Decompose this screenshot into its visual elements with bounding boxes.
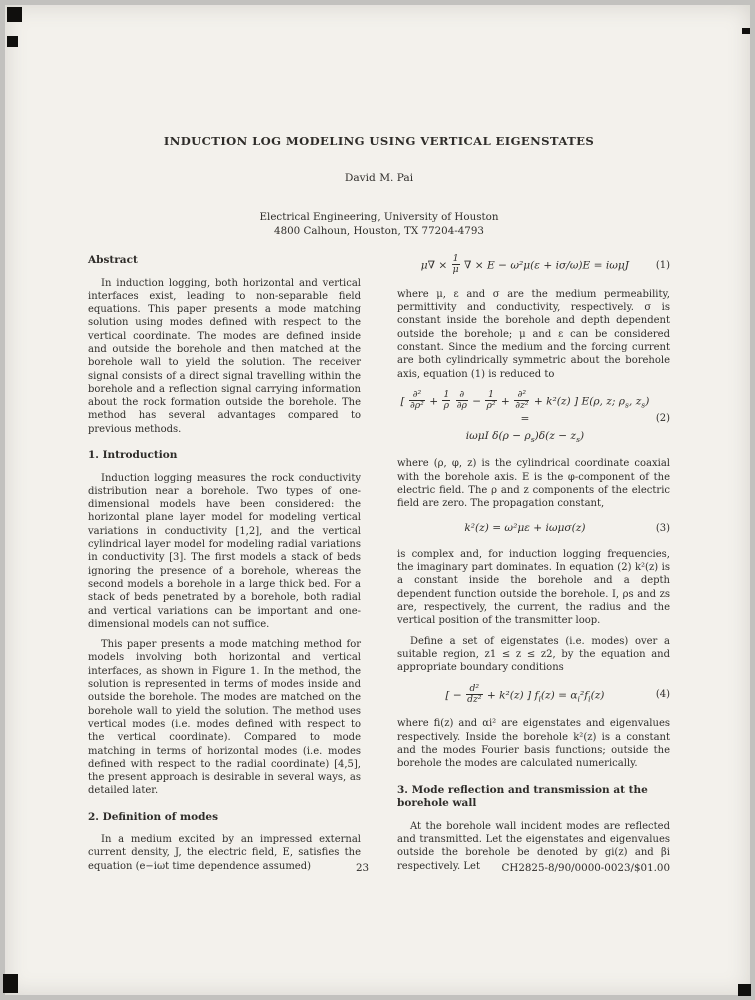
equation-1-number: (1) (655, 259, 670, 271)
scan-artifact-top-left-2 (7, 36, 18, 47)
left-column (88, 254, 361, 880)
equation-3 (397, 520, 670, 537)
equation-4-body: [ − $\frac{\text{d²}}{\text{dz²}}$ + k²(z) ] $f_i(z) = \alpha_i^2f_i(z)$ (445, 682, 605, 705)
affiliation (88, 210, 670, 238)
scan-artifact-top-right (742, 28, 750, 34)
introduction-heading: 1. Introduction (88, 449, 178, 462)
equation-1 (397, 254, 670, 277)
affiliation-line-2: 4800 Calhoun, Houston, TX 77204-4793 (274, 225, 484, 237)
paper-header (88, 134, 670, 238)
paragraph-define-eigenstates: Define a set of eigenstates (i.e. modes) over a suitable region, z1 ≤ z ≤ z2, by the equation and appropriate boundary conditions (397, 635, 670, 674)
right-column (397, 254, 670, 880)
paragraph-after-eq4: where fi(z) and αi² are eigenstates and eigenvalues respectively. Inside the borehole k²(z) is a constant and the modes Fourier basis functions; outside the borehole the modes are calculated numerically. (397, 718, 670, 770)
equation-4-number: (4) (655, 689, 670, 701)
equation-4 (397, 684, 670, 707)
affiliation-line-1: Electrical Engineering, University of Houston (259, 211, 499, 223)
equation-1-body: μ∇ × $\frac{1}{\mu}$ ∇ × E − ω²μ(ε + iσ/ω)E = iωμJ (420, 253, 630, 275)
scan-artifact-bottom-right (738, 984, 751, 996)
definition-of-modes-paragraph: In a medium excited by an impressed external current density, J, the electric field, E, satisfies the equation (e−iωt time dependence assumed) (88, 834, 361, 872)
equation-2-number: (2) (655, 412, 670, 424)
paper-title: INDUCTION LOG MODELING USING VERTICAL EIGENSTATES (163, 134, 595, 148)
equation-3-number: (3) (655, 522, 670, 534)
copyright-notice: CH2825-8/90/0000-0023/$01.00 (501, 862, 670, 874)
section3-paragraph: At the borehole wall incident modes are reflected and transmitted. Let the eigenstates and eigenvalues outside the borehole be denoted by gi(z) and βi respectively. Let (397, 820, 670, 872)
equation-3-body: k²(z) = ω²με + iωμσ(z) (464, 521, 586, 534)
equation-2-body: [ $\frac{\text{∂²}}{\text{∂ρ²}}$ + $\frac{1}{\rho}$ $\frac{\partial}{\partial\rho}$ − $\frac{1}{\text{ρ²}}$ + $\frac{\text{∂²}}{\text{∂z²}}$ + k²(z) ] E(ρ, z; $\rho_s$, $z_s$) = iωμI $\delta(\rho - \rho_s)\delta(z - z_s)$ (400, 388, 650, 445)
two-column-body (88, 254, 670, 880)
page-footer (88, 862, 670, 878)
abstract-paragraph: In induction logging, both horizontal and vertical interfaces exist, leading to non-separable field equations. This paper presents a mode matching solution using modes defined with respect to the vertical coordinate. The modes are defined inside and outside the borehole and then matched at the borehole wall to yield the solution. The receiver signal consists of a direct signal travelling within the borehole and a reflection signal carrying information about the rock formation outside the borehole. The method has several advantages compared to previous methods. (88, 277, 361, 435)
author-name: David M. Pai (344, 172, 414, 184)
equation-2 (397, 390, 670, 446)
scan-artifact-top-left-1 (7, 7, 22, 22)
abstract-heading: Abstract (88, 254, 138, 266)
introduction-paragraph-1: Induction logging measures the rock conductivity distribution near a borehole. Two types of one-dimensional models have been considered: the horizontal plane layer model for modeling vertical variations in conductivity [1,2], and the vertical cylindrical layer model for modeling radial variations in conductivity [3]. The first models a stack of beds ignoring the presence of a borehole, whereas the second models a borehole in a large thick bed. For a stack of beds penetrated by a borehole, both radial and vertical variations can be important and one-dimensional models can not suffice. (88, 472, 361, 630)
paragraph-after-eq3: is complex and, for induction logging frequencies, the imaginary part dominates. In equation (2) k²(z) is a constant inside the borehole and a depth dependent function outside the borehole. I, ρs and zs are, respectively, the current, the radius and the vertical position of the transmitter loop. (397, 548, 670, 627)
paragraph-after-eq1: where μ, ε and σ are the medium permeability, permittivity and conductivity, respectively. σ is constant inside the borehole and depth dependent outside the borehole; μ and ε can be considered constant. Since the medium and the forcing current are both cylindrically symmetric about the borehole axis, equation (1) is reduced to (397, 288, 670, 380)
paper-content (88, 134, 670, 880)
definition-of-modes-heading: 2. Definition of modes (88, 810, 219, 823)
section3-heading: 3. Mode reflection and transmission at the borehole wall (397, 783, 648, 810)
scan-artifact-bottom-left (3, 974, 18, 993)
page-number: 23 (356, 862, 370, 874)
paragraph-after-eq2: where (ρ, φ, z) is the cylindrical coordinate coaxial with the borehole axis. E is the φ-component of the electric field. The ρ and z components of the electric field are zero. The propagation constant, (397, 458, 670, 510)
introduction-paragraph-2: This paper presents a mode matching method for models involving both horizontal and vertical interfaces, as shown in Figure 1. In the method, the solution is represented in terms of modes inside and outside the borehole. The modes are matched on the borehole wall to yield the solution. The method uses vertical modes (i.e. modes defined with respect to the vertical coordinate). Compared to mode matching in terms of horizontal modes (i.e. modes defined with respect to the radial coordinate) [4,5], the present approach is desirable in several ways, as detailed later. (88, 639, 361, 797)
